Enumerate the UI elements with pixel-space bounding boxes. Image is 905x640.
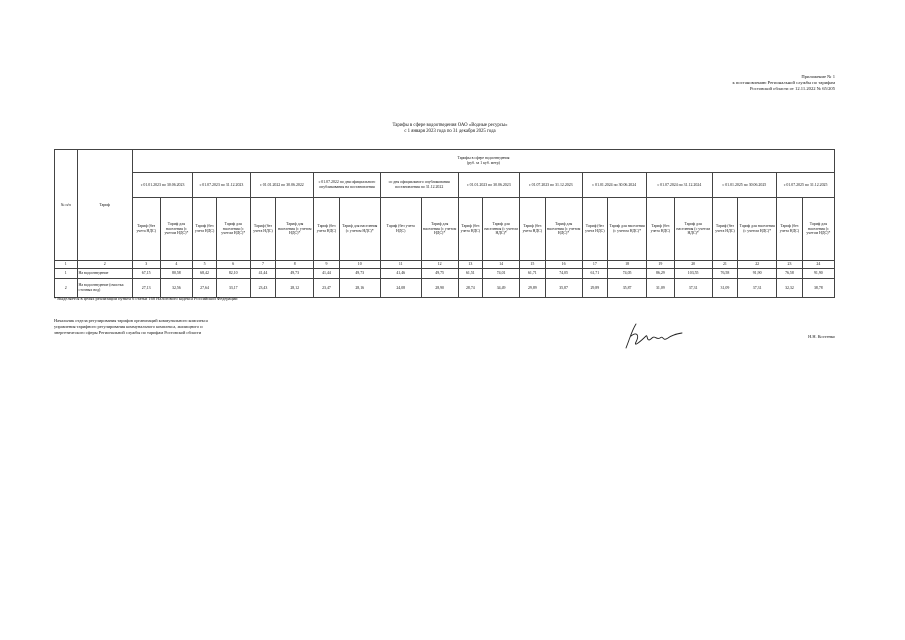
tariff-value: 32,56: [160, 279, 193, 298]
tariff-value: 61,51: [458, 269, 483, 279]
column-number: 10: [339, 261, 380, 269]
column-number: 8: [276, 261, 314, 269]
title-line-2: с 1 января 2023 года по 31 декабря 2025 года: [404, 129, 496, 134]
tariff-value: 61,71: [520, 269, 546, 279]
row-number: 2: [55, 279, 78, 298]
tariff-value: 34,49: [483, 279, 520, 298]
tariff-value: 103,55: [674, 269, 712, 279]
column-number: 4: [160, 261, 193, 269]
tariff-value: 61,71: [582, 269, 608, 279]
subheader-cell: Тариф (без учета НДС): [250, 198, 276, 261]
table-row: [55, 279, 835, 298]
column-number: 17: [582, 261, 608, 269]
tariff-value: 35,87: [608, 279, 647, 298]
column-number: 18: [608, 261, 647, 269]
subheader-cell: Тариф (без учета НДС): [458, 198, 483, 261]
column-number: 6: [216, 261, 250, 269]
tariff-value: 33,17: [216, 279, 250, 298]
subheader-cell: Тариф (без учета НДС): [193, 198, 217, 261]
period-header: с 01.07.2024 по 31.12.2024: [647, 173, 713, 198]
tariff-value: 74,01: [483, 269, 520, 279]
period-header: с 01.01.2023 по 30.06.2023: [132, 173, 192, 198]
column-number: 3: [132, 261, 160, 269]
column-number-row: [55, 261, 835, 269]
column-number: 12: [421, 261, 458, 269]
signoff-line-3: энергетического сферы Региональной службы по тарифам Ростовской области: [54, 330, 202, 335]
tariff-value: 41,44: [314, 269, 340, 279]
period-header: с 01.01.2024 по 30.06.2024: [582, 173, 647, 198]
subheader-cell: Тариф для населения (с учетом НДС)*: [802, 198, 834, 261]
tariff-value: 49,75: [421, 269, 458, 279]
subheader-cell: Тариф (без учета НДС): [777, 198, 803, 261]
tariff-value: 29,89: [520, 279, 546, 298]
tariff-value: 32,32: [777, 279, 803, 298]
subheader-cell: Тариф для населения (с учетом НДС)*: [160, 198, 193, 261]
table-row: [55, 269, 835, 279]
subheader-cell: Тариф для населения (с учетом НДС)*: [339, 198, 380, 261]
tariff-value: 74,05: [545, 269, 582, 279]
row-tariff-name: На водоотведение: [77, 269, 132, 279]
tariff-value: 80,58: [160, 269, 193, 279]
tariff-value: 76,58: [712, 269, 738, 279]
column-number: 23: [777, 261, 803, 269]
tariff-value: 67,15: [132, 269, 160, 279]
column-number: 19: [647, 261, 675, 269]
tariff-value: 28,90: [421, 279, 458, 298]
signature-icon: [622, 318, 688, 352]
subheader-cell: Тариф для населения (с учетом НДС)*: [276, 198, 314, 261]
column-number: 16: [545, 261, 582, 269]
column-number: 7: [250, 261, 276, 269]
tariff-value: 35,87: [545, 279, 582, 298]
tariff-value: 38,78: [802, 279, 834, 298]
signer-name: Н.Н. Костенко: [808, 334, 835, 339]
column-number: 15: [520, 261, 546, 269]
subheader-cell: Тариф для населения (с учетом НДС)*: [738, 198, 777, 261]
subheader-cell: Тариф (без учета НДС): [520, 198, 546, 261]
subheader-cell: Тариф (без учета НДС): [712, 198, 738, 261]
column-number: 9: [314, 261, 340, 269]
tariff-value: 29,89: [582, 279, 608, 298]
header-group-title: Тарифы в сфере водоотведения: [457, 156, 510, 161]
tariff-value: 27,13: [132, 279, 160, 298]
document-title: [300, 123, 600, 135]
tariff-value: 68,42: [193, 269, 217, 279]
tariff-value: 74,05: [608, 269, 647, 279]
subheader-cell: Тариф (без учета НДС): [647, 198, 675, 261]
period-header: со дня официального опубликования постановления по 31.12.2022: [380, 173, 458, 198]
tariff-value: 31,09: [647, 279, 675, 298]
tariff-value: 37,31: [674, 279, 712, 298]
header-tariff: Тариф: [77, 150, 132, 261]
period-header: с 01.01.2025 по 30.06.2025: [712, 173, 777, 198]
tariff-value: 37,31: [738, 279, 777, 298]
appendix-line-1: Приложение № 1: [801, 74, 835, 79]
tariff-table: [54, 149, 835, 298]
period-header: с 01.01.2022 по 30.06.2022: [250, 173, 314, 198]
signoff-line-1: Начальник отдела регулирования тарифов организаций коммунального комплекса: [54, 318, 208, 323]
column-number: 22: [738, 261, 777, 269]
column-number: 5: [193, 261, 217, 269]
title-line-1: Тарифы в сфере водоотведения ОАО «Водные ресурсы»: [392, 123, 508, 128]
subheader-cell: Тариф для населения (с учетом НДС)*: [483, 198, 520, 261]
subheader-cell: Тариф для населения (с учетом НДС)*: [421, 198, 458, 261]
tariff-value: 24,08: [380, 279, 421, 298]
column-number: 14: [483, 261, 520, 269]
header-row-number: № п/п: [55, 150, 78, 261]
row-number: 1: [55, 269, 78, 279]
tariff-value: 91,90: [738, 269, 777, 279]
column-number: 21: [712, 261, 738, 269]
subheader-cell: Тариф для населения (с учетом НДС)*: [674, 198, 712, 261]
period-header: с 01.07.2025 по 31.12.2025: [777, 173, 835, 198]
tariff-value: 27,64: [193, 279, 217, 298]
subheader-cell: Тариф (без учета НДС): [380, 198, 421, 261]
tariff-value: 86,29: [647, 269, 675, 279]
header-group: [132, 150, 834, 173]
subheader-cell: Тариф (без учета НДС): [314, 198, 340, 261]
period-header: с 01.07.2023 по 31.12.2023: [520, 173, 582, 198]
tariff-value: 23,43: [250, 279, 276, 298]
appendix-line-3: Ростовской области от 12.11.2022 № 65/205: [749, 86, 835, 91]
tariff-value: 41,44: [250, 269, 276, 279]
column-number: 11: [380, 261, 421, 269]
tariff-value: 49,73: [339, 269, 380, 279]
appendix-line-2: к постановлению Региональной службы по тарифам: [732, 80, 835, 85]
signoff-line-2: управления тарифного регулирования коммунального комплекса, жилищного и: [54, 324, 203, 329]
column-number: 1: [55, 261, 78, 269]
column-number: 24: [802, 261, 834, 269]
column-number: 2: [77, 261, 132, 269]
period-header: с 01.07.2022 по дня официального опубликования на постановления: [314, 173, 381, 198]
subheader-cell: Тариф (без учета НДС): [582, 198, 608, 261]
tariff-value: 28,16: [339, 279, 380, 298]
tariff-value: 31,09: [712, 279, 738, 298]
column-number: 13: [458, 261, 483, 269]
subheader-cell: Тариф (без учета НДС): [132, 198, 160, 261]
tariff-value: 28,74: [458, 279, 483, 298]
tariff-value: 49,73: [276, 269, 314, 279]
tariff-value: 91,90: [802, 269, 834, 279]
subheader-cell: Тариф для населения (с учетом НДС)*: [608, 198, 647, 261]
signoff-block: [54, 318, 208, 336]
tariff-value: 76,58: [777, 269, 803, 279]
header-group-unit: (руб. за 1 куб. метр): [466, 161, 500, 165]
appendix-header: [575, 74, 835, 92]
tariff-value: 28,12: [276, 279, 314, 298]
footnote: * Выделяется в целях реализации пункта 6 статьи 168 Налогового кодекса Российской Федерации: [54, 296, 238, 301]
tariff-value: 82,10: [216, 269, 250, 279]
subheader-cell: Тариф для населения (с учетом НДС)*: [545, 198, 582, 261]
row-tariff-name: На водоотведение (очистка сточных вод): [77, 279, 132, 298]
period-header: с 01.01.2023 по 30.06.2023: [458, 173, 519, 198]
tariff-value: 23,47: [314, 279, 340, 298]
period-header: с 01.07.2023 по 31.12.2023: [193, 173, 250, 198]
tariff-value: 41,46: [380, 269, 421, 279]
subheader-cell: Тариф для населения (с учетом НДС)*: [216, 198, 250, 261]
column-number: 20: [674, 261, 712, 269]
